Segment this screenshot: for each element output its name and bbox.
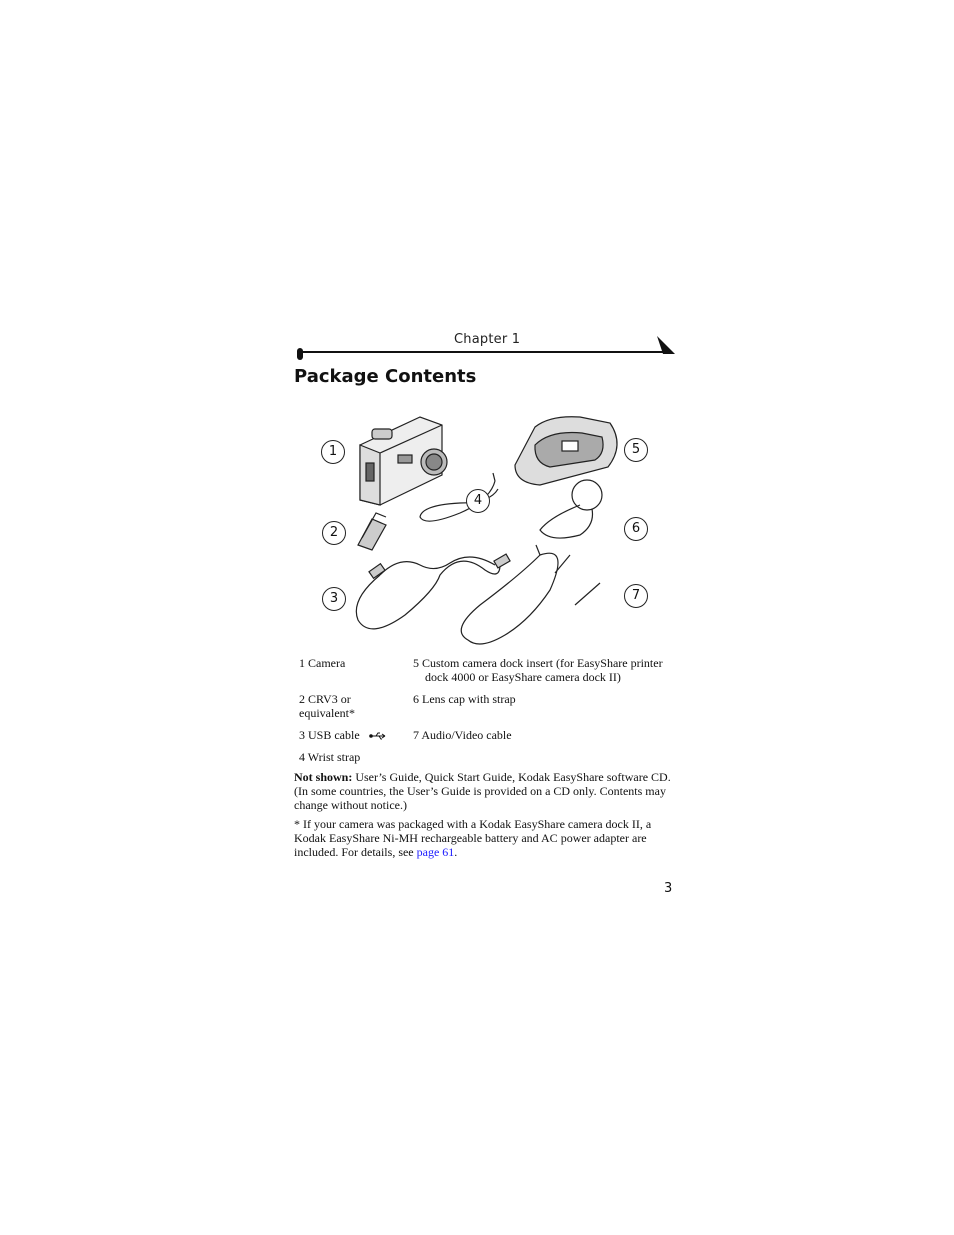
item-usb-label: 3 USB cable — [299, 728, 360, 742]
usb-cable-drawing — [356, 554, 510, 629]
callout-5: 5 — [624, 438, 648, 462]
table-row — [296, 727, 666, 749]
item-dock — [410, 655, 666, 691]
rule-bullet — [297, 348, 303, 360]
page-title: Package Contents — [294, 366, 477, 387]
chapter-label: Chapter 1 — [454, 332, 521, 347]
page-61-link[interactable]: page 61 — [416, 845, 455, 859]
item-battery: 2 CRV3 or equivalent* — [299, 692, 355, 720]
not-shown-label: Not shown: — [294, 770, 353, 784]
av-cable-drawing — [461, 545, 600, 644]
dock-note-text: * If your camera was packaged with a Kodak EasyShare camera dock II, a Kodak EasyShare Ni-MH rechargeable battery and AC power adapter are included. For details, see — [294, 817, 652, 859]
callout-1: 1 — [321, 440, 345, 464]
item-av: 7 Audio/Video cable — [413, 728, 512, 742]
item-usb — [296, 727, 410, 749]
page-number: 3 — [664, 881, 673, 896]
rule-arrow-icon — [655, 334, 677, 356]
callout-7: 7 — [624, 584, 648, 608]
not-shown-text: User’s Guide, Quick Start Guide, Kodak EasyShare software CD. (In some countries, the User’s Guide is provided on a CD only. Contents may change without notice.) — [294, 770, 671, 812]
camera-drawing — [360, 417, 447, 505]
item-dock-line2: dock 4000 or EasyShare camera dock II) — [425, 670, 621, 684]
dock-drawing — [515, 417, 617, 485]
table-row — [296, 691, 666, 727]
dock-note-end: . — [454, 845, 458, 859]
header-rule — [300, 351, 672, 353]
callout-3: 3 — [322, 587, 346, 611]
not-shown-note — [294, 770, 676, 812]
callout-6: 6 — [624, 517, 648, 541]
dock-note — [294, 817, 676, 859]
contents-table — [296, 655, 666, 771]
callout-2: 2 — [322, 521, 346, 545]
usb-icon — [369, 731, 387, 741]
table-row — [296, 749, 666, 771]
item-lenscap: 6 Lens cap with strap — [413, 692, 516, 706]
table-row — [296, 655, 666, 691]
lenscap-drawing — [540, 480, 602, 538]
item-camera: 1 Camera — [299, 656, 346, 670]
battery-drawing — [358, 513, 386, 550]
item-dock-line1: 5 Custom camera dock insert (for EasyShare printer — [413, 656, 663, 670]
callout-4: 4 — [466, 489, 490, 513]
item-wrist: 4 Wrist strap — [299, 750, 361, 764]
